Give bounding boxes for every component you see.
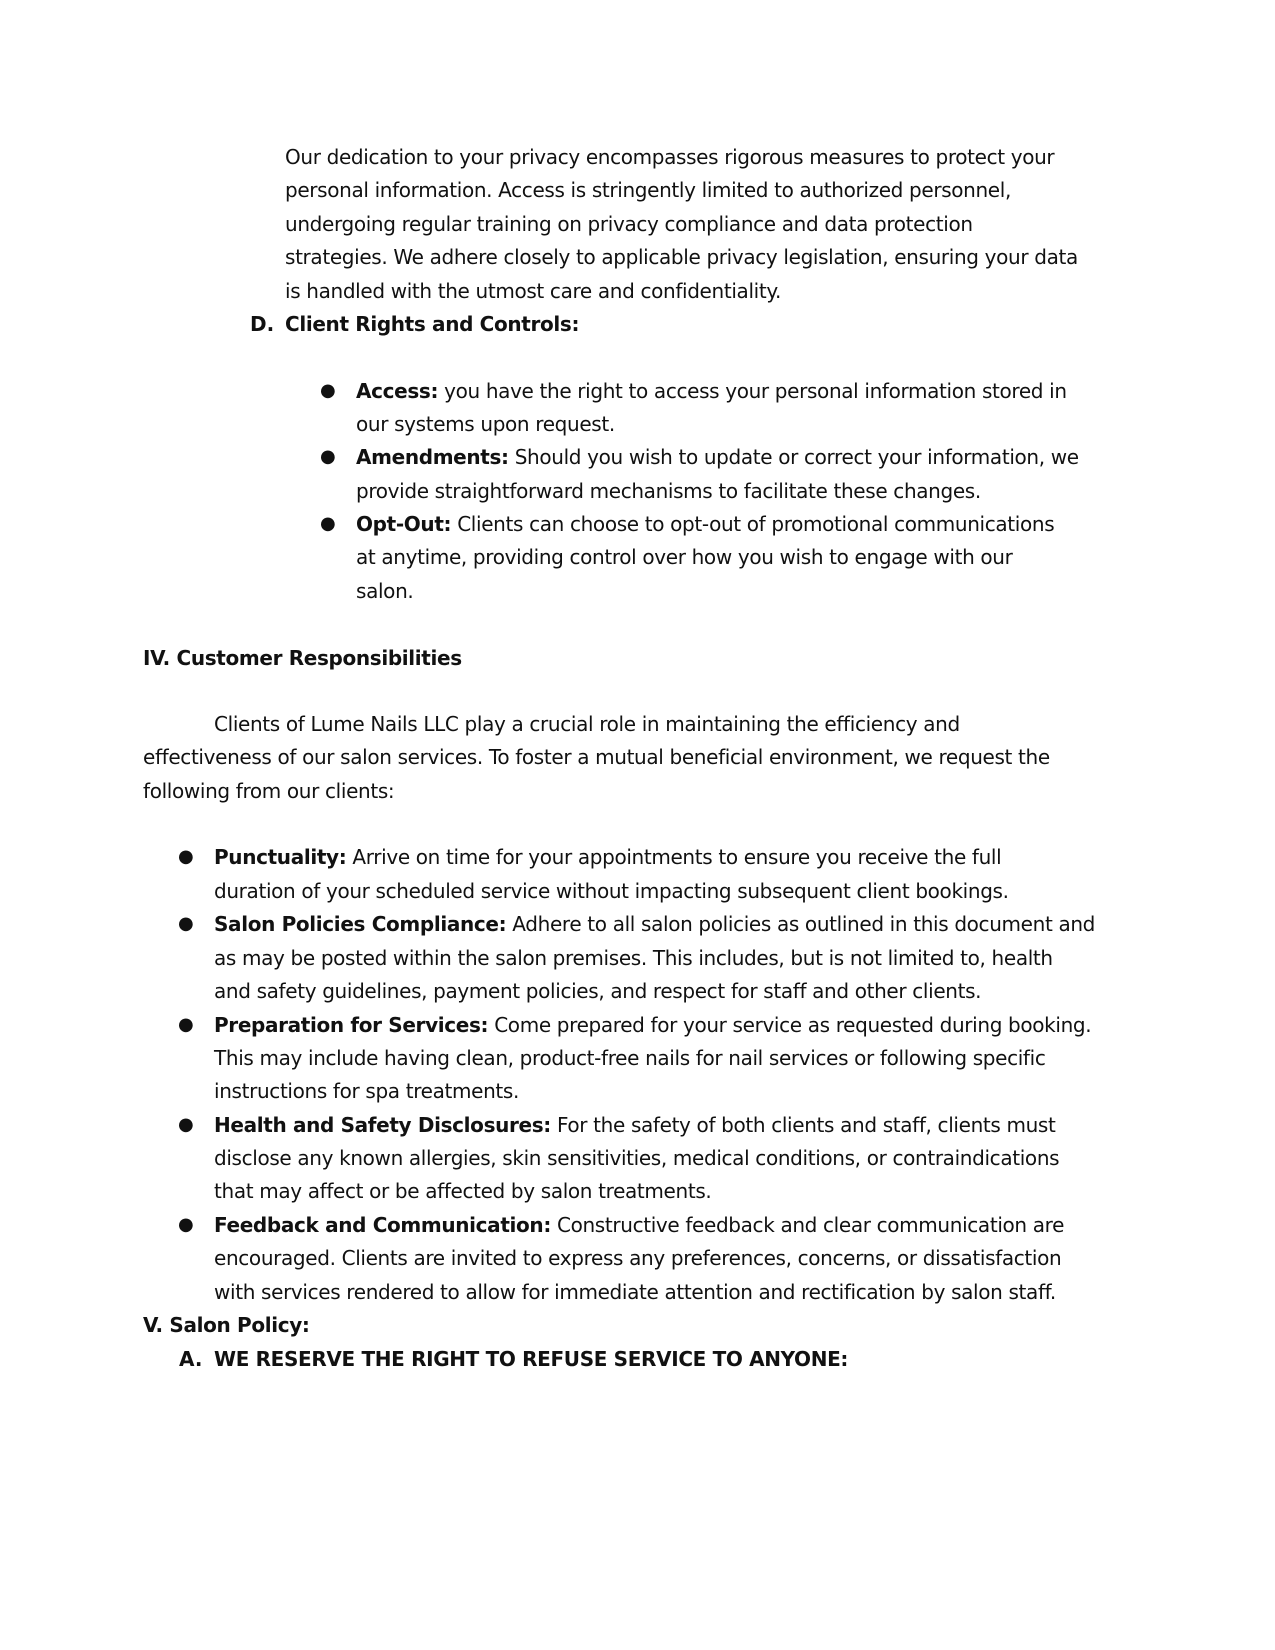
bullet-icon: ●: [178, 913, 194, 934]
bullet-icon: ●: [178, 846, 194, 867]
section-v-a-title: WE RESERVE THE RIGHT TO REFUSE SERVICE TO ANYONE:: [214, 1347, 849, 1371]
section-iv-intro-line: Clients of Lume Nails LLC play a crucial role in maintaining the efficiency and: [214, 712, 960, 736]
bullet-text: For the safety of both clients and staff, clients must: [550, 1113, 1056, 1137]
responsibility-feedback-cont: encouraged. Clients are invited to express any preferences, concerns, or dissatisfaction: [214, 1246, 1062, 1270]
bullet-icon: ●: [178, 1014, 194, 1035]
bullet-icon: ●: [320, 380, 336, 401]
bullet-label: Punctuality:: [214, 845, 347, 869]
privacy-paragraph-line: is handled with the utmost care and confidentiality.: [285, 279, 781, 303]
client-right-amendments: [356, 443, 1079, 471]
bullet-text: you have the right to access your personal information stored in: [438, 379, 1067, 403]
privacy-paragraph-line: strategies. We adhere closely to applicable privacy legislation, ensuring your data: [285, 245, 1078, 269]
responsibility-preparation: [214, 1011, 1091, 1039]
section-d-title: Client Rights and Controls:: [285, 312, 580, 336]
bullet-text: Adhere to all salon policies as outlined in this document and: [506, 912, 1096, 936]
bullet-icon: ●: [320, 513, 336, 534]
responsibility-health-safety-cont: that may affect or be affected by salon treatments.: [214, 1179, 712, 1203]
section-d-marker: D.: [250, 312, 275, 336]
client-right-access-cont: our systems upon request.: [356, 412, 615, 436]
client-right-access: [356, 377, 1067, 405]
bullet-label: Amendments:: [356, 445, 509, 469]
section-v-title: V. Salon Policy:: [143, 1313, 310, 1337]
responsibility-punctuality: [214, 843, 1001, 871]
privacy-paragraph-line: Our dedication to your privacy encompasses rigorous measures to protect your: [285, 145, 1055, 169]
responsibility-feedback: [214, 1211, 1064, 1239]
responsibility-policies: [214, 910, 1095, 938]
bullet-icon: ●: [178, 1214, 194, 1235]
responsibility-policies-cont: and safety guidelines, payment policies, and respect for staff and other clients.: [214, 979, 982, 1003]
bullet-label: Opt-Out:: [356, 512, 452, 536]
responsibility-feedback-cont: with services rendered to allow for immediate attention and rectification by salon staff.: [214, 1280, 1056, 1304]
section-v-a-marker: A.: [179, 1347, 203, 1371]
bullet-label: Access:: [356, 379, 439, 403]
bullet-text: Come prepared for your service as requested during booking.: [488, 1013, 1092, 1037]
responsibility-preparation-cont: instructions for spa treatments.: [214, 1079, 519, 1103]
responsibility-preparation-cont: This may include having clean, product-free nails for nail services or following specific: [214, 1046, 1046, 1070]
client-right-opt-out-cont: salon.: [356, 579, 414, 603]
bullet-text: Arrive on time for your appointments to ensure you receive the full: [346, 845, 1002, 869]
client-right-opt-out: [356, 510, 1054, 538]
bullet-label: Feedback and Communication:: [214, 1213, 551, 1237]
client-right-opt-out-cont: at anytime, providing control over how you wish to engage with our: [356, 545, 1013, 569]
section-iv-title: IV. Customer Responsibilities: [143, 646, 462, 670]
bullet-icon: ●: [320, 446, 336, 467]
bullet-label: Preparation for Services:: [214, 1013, 489, 1037]
privacy-paragraph-line: personal information. Access is stringently limited to authorized personnel,: [285, 178, 1011, 202]
bullet-icon: ●: [178, 1114, 194, 1135]
section-iv-intro-line: effectiveness of our salon services. To foster a mutual beneficial environment, we request the: [143, 745, 1050, 769]
section-iv-intro-line: following from our clients:: [143, 779, 395, 803]
bullet-label: Health and Safety Disclosures:: [214, 1113, 551, 1137]
bullet-text: Clients can choose to opt-out of promotional communications: [451, 512, 1055, 536]
responsibility-health-safety: [214, 1111, 1055, 1139]
client-right-amendments-cont: provide straightforward mechanisms to facilitate these changes.: [356, 479, 981, 503]
bullet-text: Should you wish to update or correct your information, we: [508, 445, 1079, 469]
responsibility-health-safety-cont: disclose any known allergies, skin sensitivities, medical conditions, or contraindications: [214, 1146, 1060, 1170]
privacy-paragraph-line: undergoing regular training on privacy compliance and data protection: [285, 212, 973, 236]
bullet-text: Constructive feedback and clear communication are: [550, 1213, 1065, 1237]
responsibility-policies-cont: as may be posted within the salon premises. This includes, but is not limited to, health: [214, 946, 1053, 970]
responsibility-punctuality-cont: duration of your scheduled service without impacting subsequent client bookings.: [214, 879, 1009, 903]
bullet-label: Salon Policies Compliance:: [214, 912, 507, 936]
